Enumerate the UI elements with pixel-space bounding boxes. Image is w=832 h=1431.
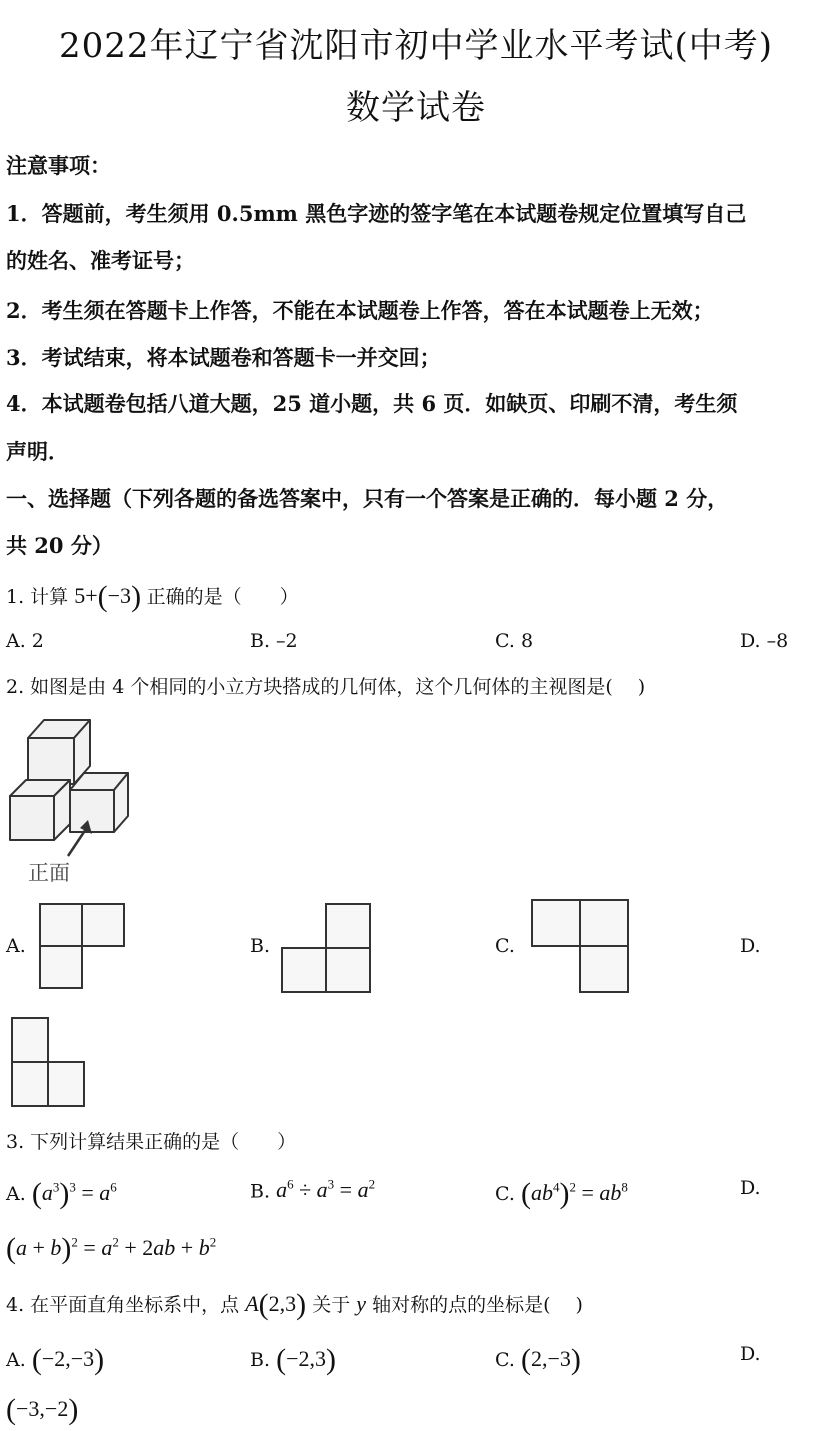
q4-option-c: C. (2,−3) [495, 1343, 581, 1376]
notice-item-2: 2．考生须在答题卡上作答，不能在本试题卷上作答，答在本试题卷上无效； [6, 298, 714, 323]
section-heading-cont: 共 20 分） [6, 533, 113, 558]
notice-item-4a: 4．本试题卷包括八道大题，25 道小题，共 6 页．如缺页、印刷不清，考生须 [6, 391, 738, 416]
q2-option-c-label: C. [495, 935, 515, 957]
q2-option-b-label: B. [250, 935, 271, 957]
q3-option-a: A. $(a^3)^3 = a^6$ [6, 1177, 117, 1210]
q1-option-c: C. 8 [495, 630, 534, 652]
q2-option-d-label: D. [740, 935, 761, 957]
q1-option-a: A. 2 [6, 630, 44, 652]
q4-option-d: (−3,−2) [6, 1393, 79, 1426]
section-heading: 一、选择题（下列各题的备选答案中，只有一个答案是正确的．每小题 2 分， [6, 486, 729, 511]
question-1-stem: 1. 计算 5+(−3) 正确的是（ ） [6, 580, 299, 613]
notice-item-1b: 的姓名、准考证号； [6, 248, 195, 273]
notice-item-1a: 1．答题前，考生须用 0.5mm 黑色字迹的签字笔在本试题卷规定位置填写自己 [6, 201, 747, 226]
exam-subtitle: 数学试卷 [346, 88, 486, 128]
q2-option-a-label: A. [6, 935, 26, 957]
question-4-stem: 4. 在平面直角坐标系中，点 A(2,3) 关于 y 轴对称的点的坐标是( ) [6, 1288, 583, 1321]
q3-option-d: $(a + b)^2 = a^2 + 2ab + b^2$ [6, 1232, 217, 1265]
q3-option-c: C. $(ab^4)^2 = ab^8$ [495, 1177, 628, 1210]
notice-item-3: 3．考试结束，将本试题卷和答题卡一并交回； [6, 345, 441, 370]
exam-title: 2022年辽宁省沈阳市初中学业水平考试(中考) [58, 26, 774, 66]
q1-option-b: B. –2 [250, 630, 298, 652]
q2-option-b-view [278, 900, 376, 998]
q3-option-b: B. $a^6 \div a^3 = a^2$ [250, 1177, 376, 1203]
notice-heading: 注意事项： [6, 153, 111, 178]
q2-option-c-view [528, 896, 634, 996]
q1-option-d: D. –8 [740, 630, 789, 652]
q4-option-a: A. (−2,−3) [6, 1343, 105, 1376]
question-2-stem: 2. 如图是由 4 个相同的小立方块搭成的几何体，这个几何体的主视图是( ) [6, 676, 646, 698]
q4-option-b: B. (−2,3) [250, 1343, 336, 1376]
q2-option-d-view [8, 1014, 88, 1112]
q2-option-a-view [36, 900, 128, 994]
q3-option-d-label: D. [740, 1177, 761, 1199]
q4-option-d-label: D. [740, 1343, 761, 1365]
cube-figure [4, 708, 134, 888]
front-label: 正面 [28, 861, 70, 885]
question-3-stem: 3. 下列计算结果正确的是（ ） [6, 1131, 297, 1153]
notice-item-4b: 声明． [6, 439, 69, 464]
